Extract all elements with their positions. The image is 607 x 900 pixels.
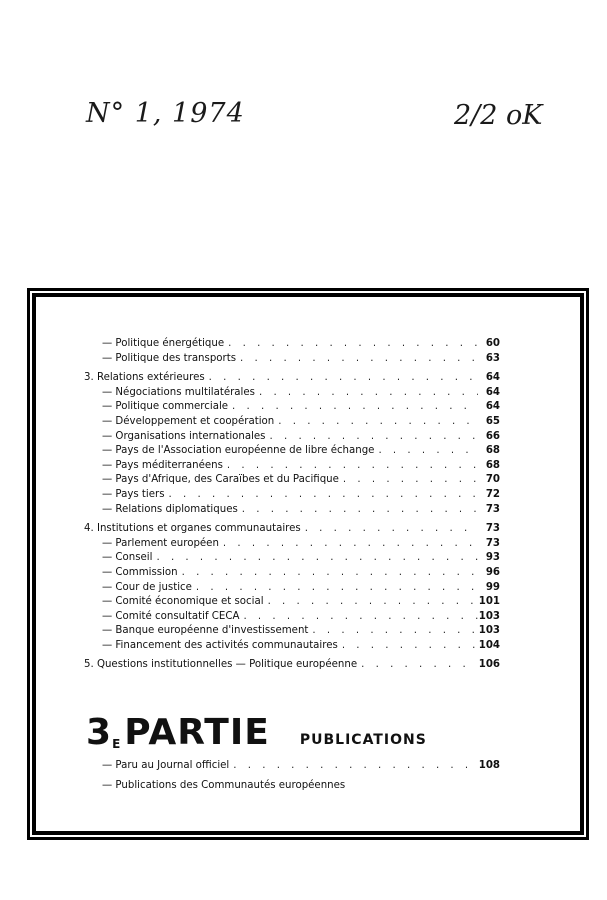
toc-entry [84, 567, 500, 582]
toc-entry-page: 103 [478, 625, 500, 637]
toc-entry [84, 445, 500, 460]
dot-leader [236, 353, 478, 364]
toc-entry-page: 64 [485, 386, 500, 398]
toc-entry-page: 66 [485, 430, 500, 442]
toc-entry-label: — Politique commerciale [102, 401, 229, 413]
toc-entry-page: 68 [485, 445, 500, 457]
toc-entry-page: 103 [478, 610, 500, 622]
toc-entry-page: 64 [485, 401, 500, 413]
toc-entry [84, 416, 500, 431]
toc-entry-page: 93 [485, 552, 500, 564]
toc-entry-page: 73 [485, 523, 500, 535]
dot-leader [224, 338, 478, 349]
toc-entry-page: 101 [478, 596, 500, 608]
toc-entry [84, 582, 500, 597]
toc-entry [84, 538, 500, 553]
dot-leader [308, 625, 478, 636]
toc-entry-label: — Pays d'Afrique, des Caraïbes et du Pacifique [102, 474, 339, 486]
toc-entry [84, 659, 500, 674]
part-word: PARTIE [124, 712, 270, 753]
toc-entry [84, 460, 500, 475]
toc-entry [84, 474, 500, 489]
toc-entry-page: 65 [485, 415, 500, 427]
toc-entry [84, 596, 500, 611]
toc-entry-page: 63 [485, 352, 500, 364]
toc-entry-label: — Pays de l'Association européenne de libre échange [102, 445, 375, 457]
part-number-superscript: E [112, 737, 121, 751]
toc-entry-page: 99 [485, 581, 500, 593]
toc-entry-label: — Développement et coopération [102, 415, 275, 427]
dot-leader [374, 445, 478, 456]
handwritten-page-note: 2/2 oK [454, 100, 543, 131]
dot-leader [238, 504, 478, 515]
toc-entry-label: — Commission [102, 566, 178, 578]
toc-entry-label: 5. Questions institutionnelles — Politique européenne [84, 659, 358, 671]
toc-entry-label: — Conseil [102, 552, 153, 564]
table-of-contents [84, 338, 500, 674]
dot-leader [219, 538, 478, 549]
part-heading [86, 712, 427, 753]
toc-entry-page: 73 [485, 503, 500, 515]
toc-entry-page: 106 [478, 659, 500, 671]
part-subtitle: PUBLICATIONS [299, 732, 427, 748]
toc-entry-label: — Pays méditerranéens [102, 459, 223, 471]
toc-entry [84, 625, 500, 640]
dot-leader [274, 416, 478, 427]
dot-leader [228, 401, 478, 412]
toc-entry [84, 504, 500, 519]
dot-leader [339, 474, 478, 485]
toc-entry-label: — Pays tiers [102, 488, 165, 500]
toc-entry-page: 64 [485, 372, 500, 384]
dot-leader [265, 431, 478, 442]
toc-entry-label: — Parlement européen [102, 537, 219, 549]
dot-leader [338, 640, 478, 651]
dot-leader [255, 387, 478, 398]
handwritten-issue-note: N° 1, 1974 [86, 98, 245, 129]
part-number: 3 [86, 712, 112, 753]
publications-list [84, 760, 500, 800]
toc-entry-label: 3. Relations extérieures [84, 372, 205, 384]
dot-leader [205, 372, 478, 383]
toc-entry-page: 60 [485, 338, 500, 349]
toc-entry-label: — Cour de justice [102, 581, 192, 593]
dot-leader [192, 582, 478, 593]
toc-entry [84, 640, 500, 655]
dot-leader [178, 567, 478, 578]
toc-entry-page: 104 [478, 639, 500, 651]
toc-entry [84, 760, 500, 780]
toc-entry [84, 431, 500, 446]
dot-leader [301, 523, 478, 534]
toc-entry [84, 353, 500, 368]
toc-entry-page: 70 [485, 474, 500, 486]
dot-leader [165, 489, 478, 500]
toc-entry-page: 73 [485, 537, 500, 549]
toc-entry-label: — Publications des Communautés européennes [102, 780, 346, 791]
toc-entry-label: — Paru au Journal officiel [102, 760, 230, 771]
toc-entry-page: 96 [485, 566, 500, 578]
toc-entry-page: 68 [485, 459, 500, 471]
toc-entry-label: — Organisations internationales [102, 430, 266, 442]
dot-leader [264, 596, 478, 607]
toc-entry [84, 338, 500, 353]
toc-entry [84, 372, 500, 387]
toc-entry [84, 780, 500, 800]
toc-entry-label: 4. Institutions et organes communautaires [84, 523, 301, 535]
toc-entry-label: — Politique des transports [102, 352, 237, 364]
toc-entry [84, 611, 500, 626]
dot-leader [239, 611, 478, 622]
toc-entry-label: — Comité consultatif CECA [102, 610, 240, 622]
dot-leader [152, 552, 478, 563]
toc-entry-label: — Banque européenne d'investissement [102, 625, 309, 637]
toc-entry-page: 72 [485, 488, 500, 500]
toc-entry [84, 552, 500, 567]
toc-entry-label: — Financement des activités communautaires [102, 639, 338, 651]
dot-leader [229, 760, 478, 771]
toc-entry [84, 489, 500, 504]
toc-entry-label: — Politique énergétique [102, 338, 225, 349]
toc-entry [84, 523, 500, 538]
toc-entry [84, 387, 500, 402]
dot-leader [223, 460, 478, 471]
toc-entry-label: — Relations diplomatiques [102, 503, 238, 515]
toc-entry-label: — Négociations multilatérales [102, 386, 255, 398]
toc-entry-label: — Comité économique et social [102, 596, 264, 608]
toc-entry-page: 108 [478, 760, 500, 771]
toc-entry [84, 401, 500, 416]
dot-leader [357, 659, 478, 670]
